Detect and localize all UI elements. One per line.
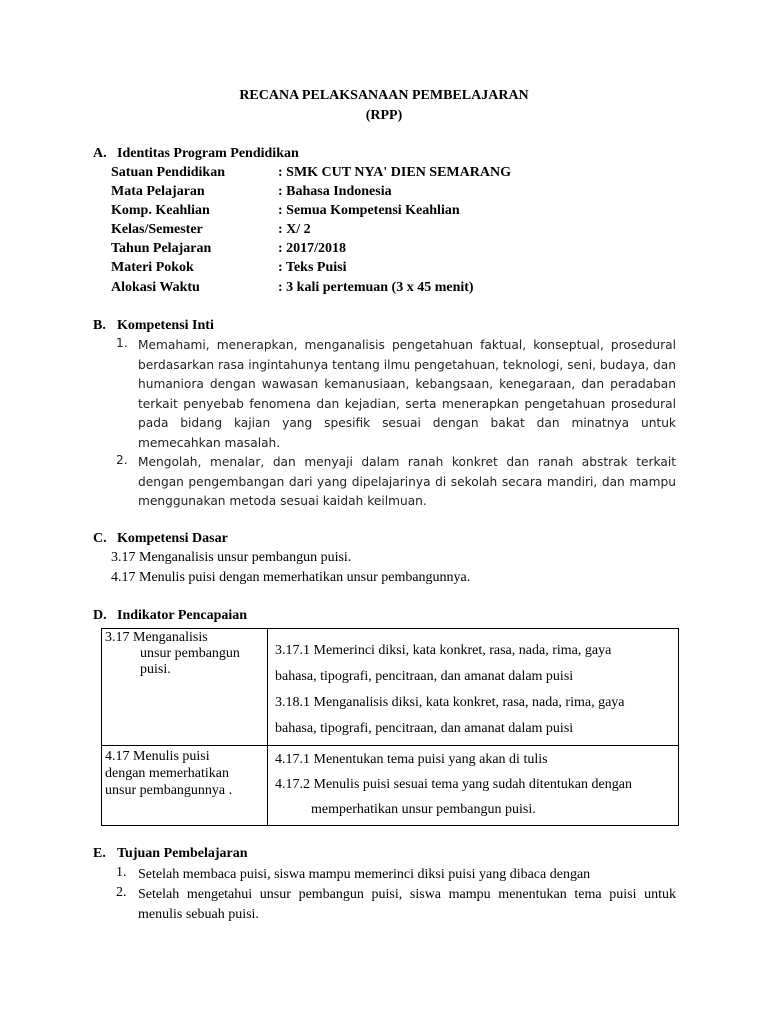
- kd-line: unsur pembangun: [140, 646, 240, 661]
- list-item: [116, 336, 676, 454]
- table-cell-indicators: [268, 746, 679, 826]
- list-item-text: Mengolah, menalar, dan menyaji dalam ranah konkret dan ranah abstrak terkait dengan pengembangan dari yang dipelajarinya di sekolah secara mandiri, dan mampu menggunakan metoda sesuai kaidah keilmuan.: [138, 455, 676, 509]
- list-item-text: Setelah membaca puisi, siswa mampu memerinci diksi puisi yang dibaca dengan: [138, 867, 591, 882]
- identity-value: : SMK CUT NYA' DIEN SEMARANG: [278, 165, 511, 180]
- section-d-letter: D.: [93, 608, 107, 623]
- basic-competency: 4.17 Menulis puisi dengan memerhatikan unsur pembangunnya.: [111, 570, 471, 585]
- basic-competency: 3.17 Menganalisis unsur pembangun puisi.: [111, 550, 352, 565]
- section-c-title: Kompetensi Dasar: [117, 531, 228, 546]
- list-item-number: 2.: [116, 885, 127, 900]
- identity-value: : Semua Kompetensi Keahlian: [278, 203, 460, 218]
- section-d-title: Indikator Pencapaian: [117, 608, 248, 623]
- section-b-heading: [93, 318, 214, 334]
- section-b-letter: B.: [93, 318, 106, 333]
- kd-line: dengan memerhatikan: [105, 766, 230, 781]
- identity-value: : 3 kali pertemuan (3 x 45 menit): [278, 280, 474, 295]
- indicator-table: [101, 628, 679, 826]
- document-title: RECANA PELAKSANAAN PEMBELAJARAN: [239, 88, 529, 103]
- document-subtitle: (RPP): [365, 108, 403, 123]
- list-item-number: 1.: [116, 336, 128, 350]
- kd-line: unsur pembangunnya .: [105, 783, 233, 798]
- list-item: [116, 865, 676, 885]
- table-cell-kd: [102, 629, 268, 746]
- kd-line: 4.17 Menulis puisi: [105, 749, 210, 764]
- identity-value: : X/ 2: [278, 222, 311, 237]
- identity-label: Satuan Pendidikan: [111, 165, 225, 180]
- identity-label: Alokasi Waktu: [111, 280, 200, 295]
- section-a-letter: A.: [93, 146, 107, 161]
- table-cell-indicators: [268, 629, 679, 746]
- identity-label: Tahun Pelajaran: [111, 241, 212, 256]
- identity-label: Mata Pelajaran: [111, 184, 205, 199]
- identity-value: : Teks Puisi: [278, 260, 347, 275]
- kd-line: 3.17 Menganalisis: [105, 630, 208, 645]
- list-item: [116, 885, 676, 924]
- table-cell-kd: [102, 746, 268, 826]
- table-row: [102, 746, 679, 826]
- identity-label: Kelas/Semester: [111, 222, 203, 237]
- list-item-text: Memahami, menerapkan, menganalisis pengetahuan faktual, konseptual, prosedural berdasarkan rasa ingintahunya tentang ilmu pengetahuan, teknologi, seni, budaya, dan humaniora dengan wawasan kemanusiaan, kebangsaan, kenegaraan, dan peradaban terkait penyebab fenomena dan kejadian, serta menerapkan pengetahuan prosedural pada bidang kajian yang spesifik sesuai dengan bakat dan minatnya untuk memecahkan masalah.: [138, 338, 676, 450]
- list-item-number: 1.: [116, 865, 127, 880]
- list-item-number: 2.: [116, 453, 128, 467]
- indicator-line: memperhatikan unsur pembangun puisi.: [311, 802, 536, 817]
- indicator-line: 4.17.2 Menulis puisi sesuai tema yang sudah ditentukan dengan: [275, 777, 632, 792]
- section-a-heading: [93, 146, 299, 162]
- section-e-title: Tujuan Pembelajaran: [117, 846, 248, 861]
- identity-label: Materi Pokok: [111, 260, 194, 275]
- section-e-letter: E.: [93, 846, 106, 861]
- section-d-heading: [93, 608, 247, 624]
- kd-line: puisi.: [140, 662, 171, 677]
- table-row: [102, 629, 679, 746]
- identity-value: : Bahasa Indonesia: [278, 184, 392, 199]
- identity-value: : 2017/2018: [278, 241, 347, 256]
- section-b-title: Kompetensi Inti: [117, 318, 214, 333]
- indicator-line: 3.18.1 Menganalisis diksi, kata konkret, rasa, nada, rima, gaya: [275, 695, 625, 710]
- list-item-text: Setelah mengetahui unsur pembangun puisi, siswa mampu menentukan tema puisi untuk menulis sebuah puisi.: [138, 887, 676, 922]
- section-c-letter: C.: [93, 531, 107, 546]
- indicator-line: bahasa, tipografi, pencitraan, dan amanat dalam puisi: [275, 721, 574, 736]
- section-a-title: Identitas Program Pendidikan: [117, 146, 299, 161]
- list-item: [116, 453, 676, 512]
- indicator-line: 3.17.1 Memerinci diksi, kata konkret, rasa, nada, rima, gaya: [275, 643, 612, 658]
- identity-label: Komp. Keahlian: [111, 203, 210, 218]
- section-e-heading: [93, 846, 248, 862]
- indicator-line: bahasa, tipografi, pencitraan, dan amanat dalam puisi: [275, 669, 574, 684]
- indicator-line: 4.17.1 Menentukan tema puisi yang akan di tulis: [275, 752, 548, 767]
- section-c-heading: [93, 531, 228, 547]
